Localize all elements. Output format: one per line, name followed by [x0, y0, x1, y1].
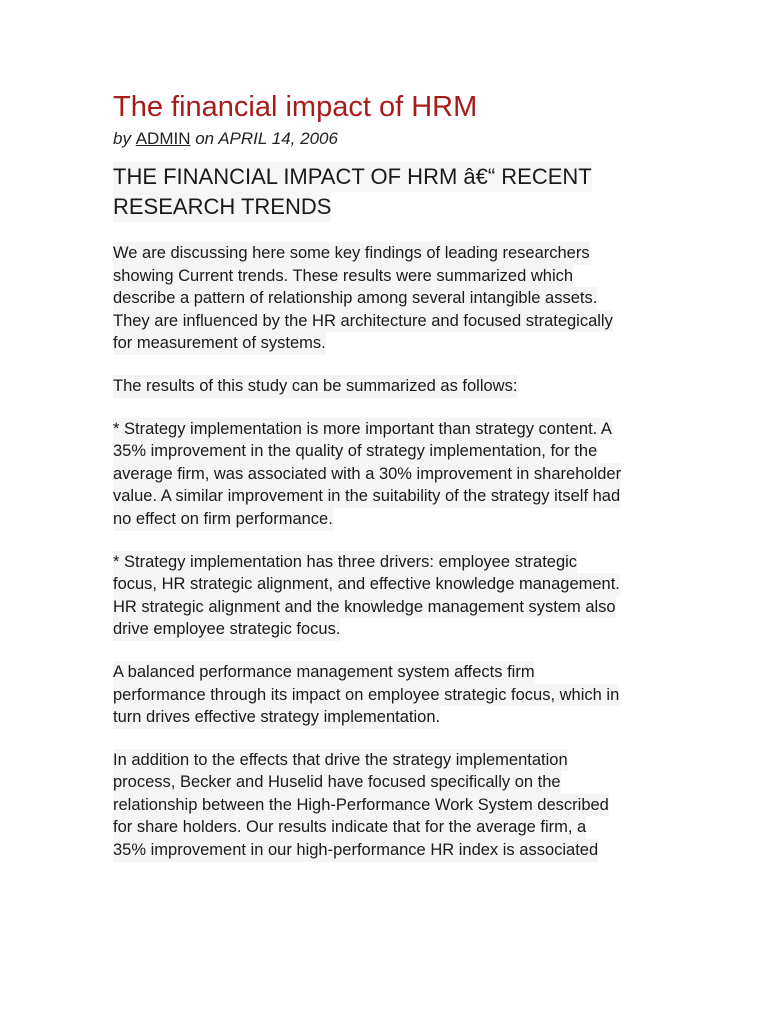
text-line-content: average firm, was associated with a 30% improvement in shareholder	[113, 463, 621, 486]
text-line	[113, 418, 673, 441]
text-line	[113, 596, 673, 619]
text-line	[113, 265, 673, 288]
text-line-content: performance through its impact on employee strategic focus, which in	[113, 684, 619, 707]
article	[113, 88, 673, 862]
text-line-content: process, Becker and Huselid have focused specifically on the	[113, 771, 561, 794]
text-line-content: A balanced performance management system affects firm	[113, 661, 535, 684]
text-line	[113, 661, 673, 684]
byline	[113, 126, 673, 152]
text-line	[113, 684, 673, 707]
text-line-content: * Strategy implementation has three drivers: employee strategic	[113, 551, 577, 574]
text-line	[113, 771, 673, 794]
text-line	[113, 794, 673, 817]
section-heading-line: RESEARCH TRENDS	[113, 192, 331, 222]
text-line-content: drive employee strategic focus.	[113, 618, 340, 641]
text-line-content: describe a pattern of relationship among several intangible assets.	[113, 287, 597, 310]
text-line-content: value. A similar improvement in the suitability of the strategy itself had	[113, 485, 620, 508]
text-line	[113, 706, 673, 729]
text-line-content: turn drives effective strategy implementation.	[113, 706, 440, 729]
text-line	[113, 375, 673, 398]
text-line-content: 35% improvement in the quality of strategy implementation, for the	[113, 440, 597, 463]
text-line-content: We are discussing here some key findings of leading researchers	[113, 242, 590, 265]
paragraph-summary-intro	[113, 375, 673, 398]
text-line	[113, 287, 673, 310]
text-line	[113, 573, 673, 596]
text-line-content: focus, HR strategic alignment, and effective knowledge management.	[113, 573, 620, 596]
text-line	[113, 749, 673, 772]
text-line	[113, 463, 673, 486]
article-title: The financial impact of HRM	[113, 91, 478, 123]
text-line	[113, 618, 673, 641]
text-line-content: for share holders. Our results indicate that for the average firm, a	[113, 816, 586, 839]
byline-date: on APRIL 14, 2006	[195, 129, 338, 148]
text-line-content: HR strategic alignment and the knowledge management system also	[113, 596, 616, 619]
text-line-content: 35% improvement in our high-performance HR index is associated	[113, 839, 598, 862]
paragraph-finding-1	[113, 418, 673, 531]
text-line	[113, 485, 673, 508]
text-line-content: In addition to the effects that drive the strategy implementation	[113, 749, 568, 772]
text-line	[113, 839, 673, 862]
text-line-content: They are influenced by the HR architecture and focused strategically	[113, 310, 613, 333]
text-line	[113, 242, 673, 265]
text-line	[113, 816, 673, 839]
text-line-content: The results of this study can be summarized as follows:	[113, 375, 517, 398]
text-line-content: for measurement of systems.	[113, 332, 326, 355]
section-heading	[113, 162, 643, 222]
text-line-content: no effect on firm performance.	[113, 508, 333, 531]
paragraph-finding-2	[113, 551, 673, 641]
paragraph-hpws	[113, 749, 673, 862]
paragraph-intro	[113, 242, 673, 355]
text-line-content: * Strategy implementation is more important than strategy content. A	[113, 418, 612, 441]
section-heading-line: THE FINANCIAL IMPACT OF HRM â€“ RECENT	[113, 162, 592, 192]
text-line	[113, 508, 673, 531]
text-line	[113, 440, 673, 463]
paragraph-performance-system	[113, 661, 673, 729]
text-line	[113, 551, 673, 574]
text-line-content: relationship between the High-Performance Work System described	[113, 794, 609, 817]
byline-by: by	[113, 129, 131, 148]
author-link[interactable]: ADMIN	[135, 129, 191, 148]
text-line	[113, 332, 673, 355]
text-line-content: showing Current trends. These results were summarized which	[113, 265, 573, 288]
text-line	[113, 310, 673, 333]
